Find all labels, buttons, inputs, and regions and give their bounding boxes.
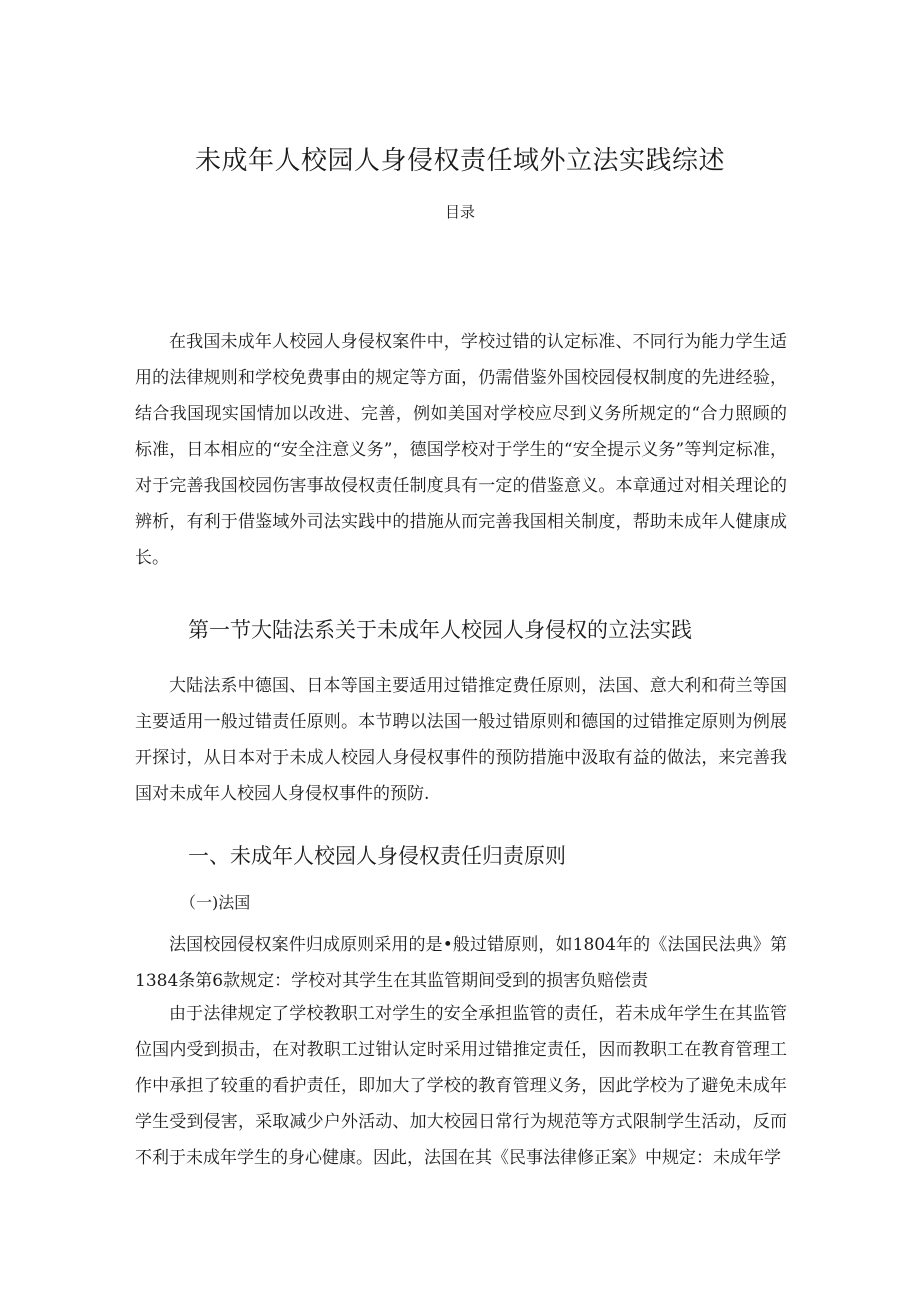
section-paragraph: 大陆法系中德国、日本等国主要适用过错推定费任原则，法国、意大利和荷兰等国主要适用一般过错责任原则。本节聘以法国一般过错原则和德国的过错推定原则为例展开探讨，从日本对于未成人校园人身侵权事件的预防措施中汲取有益的做法，来完善我国对未成年人校园人身侵权事件的预防. <box>135 676 787 804</box>
france-paragraph-1: 法国校园侵权案件归成原则采用的是•般过错原则，如1804年的《法国民法典》第1384条第6款规定：学校对其学生在其监管期间受到的损害负赔偿责 <box>135 935 787 991</box>
item-heading: （一)法国 <box>180 893 251 912</box>
subsection-heading: 一、未成年人校园人身侵权责任归责原则 <box>188 844 566 868</box>
section-heading: 第一节大陆法系关于未成年人校园人身侵权的立法实践 <box>188 618 692 642</box>
intro-paragraph: 在我国未成年人校园人身侵权案件中，学校过错的认定标准、不同行为能力学生适用的法律规则和学校免费事由的规定等方面，仍需借鉴外国校园侵权制度的先进经验，结合我国现实国情加以改进、完善，例如美国对学校应尽到义务所规定的“合力照顾的标准，日本相应的“安全注意义务”，德国学校对于学生的“安全提示义务”等判定标准，对于完善我国校园伤害事故侵权责任制度具有一定的借鉴意义。本章通过对相关理论的辨析，有利于借鉴域外司法实践中的措施从而完善我国相关制度，帮助未成年人健康成长。 <box>135 332 787 568</box>
france-paragraph-2: 由于法律规定了学校教职工对学生的安全承担监管的责任，若未成年学生在其监管位国内受到损击，在对教职工过钳认定时采用过错推定责任，因而教职工在教育管理工作中承担了较重的看护责任，即加大了学校的教育管理义务，因此学校为了避免未成年学生受到侵害，采取减少户外活动、加大校园日常行为规范等方式限制学生活动，反而不利于未成年学生的身心健康。因此，法国在其《民事法律修正案》中规定：未成年学 <box>135 1004 787 1168</box>
toc-label: 目录 <box>444 203 475 221</box>
document-title: 未成年人校园人身侵权责任域外立法实践综述 <box>194 146 725 176</box>
